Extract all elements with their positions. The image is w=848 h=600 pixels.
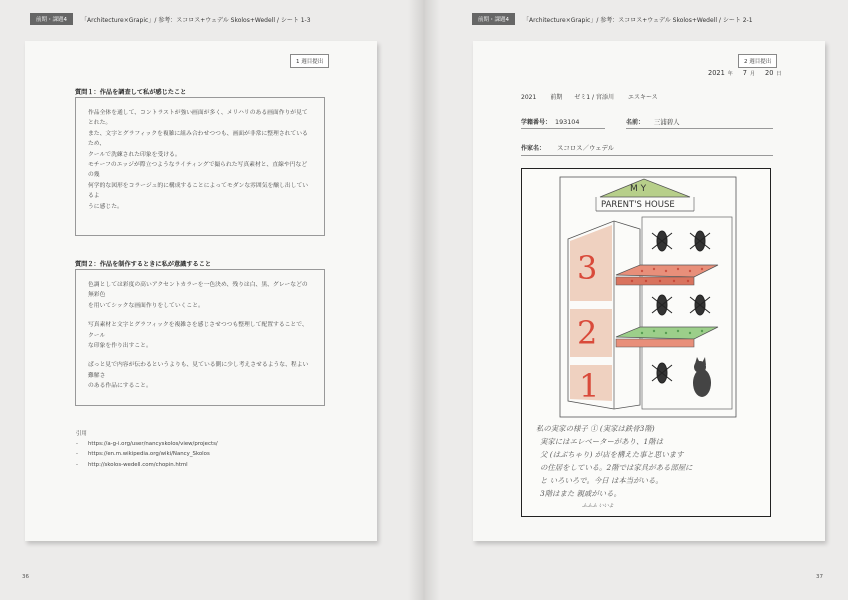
artist-underline xyxy=(521,155,773,156)
student-name-underline xyxy=(626,128,773,129)
answer-line: また、文字とグラフィックを複雑に組み合わせつつも、画面が非常に整理されているため、 xyxy=(88,130,308,148)
handwritten-note xyxy=(536,424,693,509)
answer-line: 何学的な図形をコラージュ的に構成することによってモダンな雰囲気を醸し出しているよ xyxy=(88,182,309,200)
course-type: エスキース xyxy=(627,94,658,101)
date-year-unit: 年 xyxy=(727,71,733,77)
insect-drawings xyxy=(652,231,710,383)
student-id-label: 学籍番号： xyxy=(521,119,552,126)
sketch-title-top: M Y xyxy=(630,184,647,194)
floor-digit: 2 xyxy=(577,314,598,352)
reference-link[interactable]: https://en.m.wikipedia.org/wiki/Nancy_Skolos xyxy=(88,451,210,458)
submission-date xyxy=(708,69,781,77)
sheet-title: 「Architecture×Grapic」/ 参考：スコロス+ウェデル Skolos+Wedell / シート 2-1 xyxy=(523,16,753,24)
student-id-row xyxy=(521,117,579,126)
reference-item: - https://a-g-i.org/user/nancyskolos/view/projects/ xyxy=(76,440,218,447)
note-line: 実家にはエレベーターがあり、1階は xyxy=(540,437,663,446)
artist-row xyxy=(521,143,614,152)
date-month-unit: 月 xyxy=(750,71,756,77)
note-line: ふふふ いいよ xyxy=(582,503,614,509)
date-day-unit: 日 xyxy=(776,71,782,77)
sketch-frame xyxy=(521,168,771,517)
answer-line: な印象を作り出すこと。 xyxy=(88,343,152,350)
sketch-title-bottom: PARENT'S HOUSE xyxy=(601,200,675,210)
house-sketch xyxy=(522,169,770,516)
references-label: 引用 xyxy=(76,431,87,437)
answer-line: 色調としては彩度の高いアクセントカラーを一色決め、残りは白、黒、グレーなどの無彩色 xyxy=(88,282,308,299)
student-name-label: 名前： xyxy=(626,119,645,126)
date-month: 7 xyxy=(742,69,747,77)
note-line: 3階はまた 親戚がいる。 xyxy=(540,489,621,498)
artist-value: スコロス／ウェデル xyxy=(557,144,614,152)
note-line: 父 (はぶちゃり) が店を構えた事と思います xyxy=(540,450,684,459)
student-name-value: 三浦碧人 xyxy=(654,118,680,126)
page-number-right: 37 xyxy=(816,574,823,580)
answer-line: モチーフのエッジが際立つようなライティングで撮られた写真素材と、直線や円などの幾 xyxy=(88,162,308,179)
sheet-title: 「Architecture×Grapic」/ 参考：スコロス+ウェデル Skolos+Wedell / シート 1-3 xyxy=(81,16,311,24)
artist-label: 作家名： xyxy=(521,145,546,152)
answer-line: クールで洗練された印象を受ける。 xyxy=(88,151,181,158)
reference-item: - https://en.m.wikipedia.org/wiki/Nancy_Skolos xyxy=(76,451,210,458)
date-year: 2021 xyxy=(708,69,725,77)
question-2-answer xyxy=(75,269,325,406)
references xyxy=(76,429,218,469)
answer-line: 写真素材と文字とグラフィックを複雑さを感じさせつつも整理して配置することで、クール xyxy=(88,322,308,339)
note-line: と いろいろで。今日 は本当がいる。 xyxy=(540,476,663,485)
answer-line: ぱっと見で内容が伝わるというよりも、見ている側に少し考えさせるような、程よい難解さ xyxy=(88,362,309,379)
course-year: 2021 xyxy=(521,94,537,101)
right-page-header xyxy=(472,13,753,25)
note-line: の住居をしている。2階では家具がある部屋に xyxy=(540,463,693,472)
question-2-label: 質問２：作品を制作するときに私が意識すること xyxy=(75,261,212,268)
course-line xyxy=(521,92,658,101)
assignment-tag: 前期・課題4 xyxy=(30,13,73,25)
week-badge: 1 週目提出 xyxy=(290,54,329,68)
answer-line: のある作品にすること。 xyxy=(88,383,152,390)
cat-drawing xyxy=(693,357,711,397)
course-term: 前期 xyxy=(550,94,563,101)
student-id-value: 193104 xyxy=(555,118,580,126)
answer-line: うに感じた。 xyxy=(88,203,123,210)
answer-line: を用いてシックな画面作りをしていくこと。 xyxy=(88,302,204,309)
week-badge: 2 週目提出 xyxy=(738,54,777,68)
answer-line: 作品全体を通して、コントラストが強い画面が多く、メリハリのある画面作りが見てとれた。 xyxy=(88,110,308,127)
floor-digit: 3 xyxy=(577,249,598,287)
note-line: 私の実家の様子 ① (実家は鉄骨3階) xyxy=(536,424,655,433)
student-name-row xyxy=(626,117,680,126)
student-id-underline xyxy=(521,128,605,129)
book-gutter xyxy=(408,0,440,600)
date-day: 20 xyxy=(765,69,774,77)
assignment-tag: 前期・課題4 xyxy=(472,13,515,25)
floor-digit: 1 xyxy=(579,367,600,405)
left-page-header xyxy=(30,13,311,25)
reference-link[interactable]: https://a-g-i.org/user/nancyskolos/view/projects/ xyxy=(88,440,218,447)
reference-link[interactable]: http://skolos-wedell.com/chopin.html xyxy=(88,461,188,468)
page-number-left: 36 xyxy=(22,574,29,580)
reference-item: - http://skolos-wedell.com/chopin.html xyxy=(76,461,188,468)
question-1-answer xyxy=(75,97,325,236)
question-1-label: 質問１：作品を調査して私が感じたこと xyxy=(75,89,187,96)
course-seminar: ゼミ1 / 宮添川 xyxy=(574,94,614,101)
